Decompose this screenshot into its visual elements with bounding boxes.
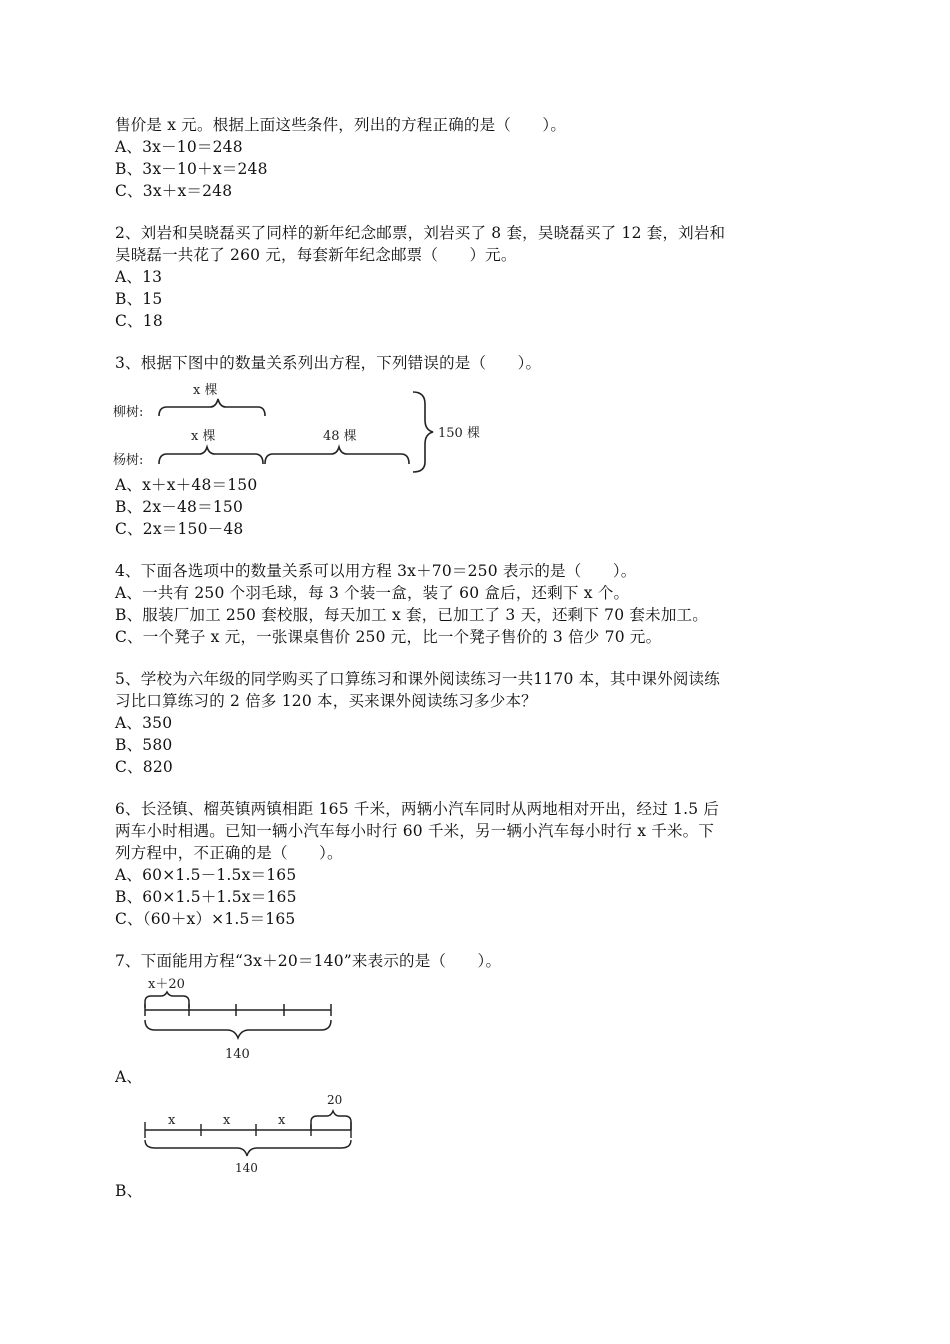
poplar-brace-1 (159, 447, 263, 464)
option-a: A、3x－10＝248 (115, 138, 243, 156)
question-stem-cont: 习比口算练习的 2 倍多 120 本，买来课外阅读练习多少本？ (115, 692, 537, 710)
option-c: C、一个凳子 x 元，一张课桌售价 250 元，比一个凳子售价的 3 倍少 70 元。 (115, 628, 662, 646)
question-4 (115, 560, 840, 648)
question-stem-cont: 列方程中，不正确的是（ ）。 (115, 844, 343, 862)
segment-diagram-a-svg (115, 972, 375, 1066)
segment-diagram-b (115, 1090, 840, 1180)
question-stem: 售价是 x 元。根据上面这些条件，列出的方程正确的是（ ）。 (115, 116, 567, 134)
diagram-b-bottom-brace (145, 1140, 351, 1156)
total-brace (413, 392, 433, 472)
total-label: 150 棵 (438, 426, 480, 441)
question-stem: 6、长泾镇、榴英镇两镇相距 165 千米，两辆小汽车同时从两地相对开出，经过 1.5 后 (115, 800, 720, 818)
willow-label: 柳树: (113, 405, 144, 420)
question-stem: 3、根据下图中的数量关系列出方程，下列错误的是（ ）。 (115, 354, 542, 372)
segment-diagram-a (115, 972, 840, 1066)
option-a: A、13 (115, 268, 163, 286)
willow-brace (159, 399, 265, 416)
diagram-b-seg1-label: x (168, 1113, 176, 1128)
question-5 (115, 668, 840, 778)
tree-diagram (113, 374, 840, 474)
option-c: C、（60＋x）×1.5＝165 (115, 910, 296, 928)
question-stem: 2、刘岩和吴晓磊买了同样的新年纪念邮票，刘岩买了 8 套，吴晓磊买了 12 套，刘岩和 (115, 224, 726, 242)
poplar-seg1-label: x 棵 (191, 429, 216, 444)
poplar-label: 杨树: (113, 453, 144, 468)
poplar-brace-2 (265, 447, 409, 464)
diagram-b-bottom-label: 140 (235, 1161, 258, 1175)
question-stem: 5、学校为六年级的同学购买了口算练习和课外阅读练习一共1170 本，其中课外阅读练 (115, 670, 720, 688)
option-c: C、2x＝150－48 (115, 520, 244, 538)
option-b: B、2x－48＝150 (115, 498, 244, 516)
question-2 (115, 222, 840, 332)
worksheet-page (115, 114, 840, 1222)
option-b: B、3x－10＋x＝248 (115, 160, 268, 178)
option-b: B、60×1.5＋1.5x＝165 (115, 888, 297, 906)
option-a: A、350 (115, 714, 173, 732)
question-stem: 4、下面各选项中的数量关系可以用方程 3x＋70＝250 表示的是（ ）。 (115, 562, 637, 580)
question-stem-cont: 吴晓磊一共花了 260 元，每套新年纪念邮票（ ）元。 (115, 246, 517, 264)
option-a: A、x＋x＋48＝150 (115, 476, 258, 494)
option-b: B、15 (115, 290, 163, 308)
diagram-b-top-label: 20 (327, 1093, 343, 1107)
question-6 (115, 798, 840, 930)
question-stem: 7、下面能用方程“3x＋20＝140”来表示的是（ ）。 (115, 952, 502, 970)
diagram-a-top-label: x＋20 (148, 977, 185, 992)
option-a: A、一共有 250 个羽毛球，每 3 个装一盒，装了 60 盒后，还剩下 x 个。 (115, 584, 630, 602)
option-b: B、服装厂加工 250 套校服，每天加工 x 套，已加工了 3 天，还剩下 70 套未加工。 (115, 606, 708, 624)
diagram-a-bottom-brace (145, 1020, 331, 1038)
willow-seg-label: x 棵 (193, 383, 218, 398)
option-a: A、60×1.5－1.5x＝165 (115, 866, 297, 884)
diagram-b-seg2-label: x (223, 1113, 231, 1128)
option-c: C、820 (115, 758, 173, 776)
question-3 (115, 352, 840, 540)
option-c: C、3x＋x＝248 (115, 182, 233, 200)
diagram-b-top-brace (311, 1111, 351, 1130)
segment-diagram-b-svg (115, 1090, 375, 1180)
poplar-seg2-label: 48 棵 (323, 429, 357, 444)
question-0 (115, 114, 840, 202)
option-c: C、18 (115, 312, 163, 330)
diagram-a-bottom-label: 140 (225, 1047, 250, 1062)
diagram-a-top-brace (145, 992, 189, 1008)
question-7 (115, 950, 840, 1202)
option-a: A、 (115, 1068, 143, 1086)
diagram-b-seg3-label: x (278, 1113, 286, 1128)
option-b: B、 (115, 1182, 143, 1200)
option-b: B、580 (115, 736, 173, 754)
question-stem-cont: 两车小时相遇。已知一辆小汽车每小时行 60 千米，另一辆小汽车每小时行 x 千米。下 (115, 822, 715, 840)
tree-diagram-svg (113, 374, 513, 474)
